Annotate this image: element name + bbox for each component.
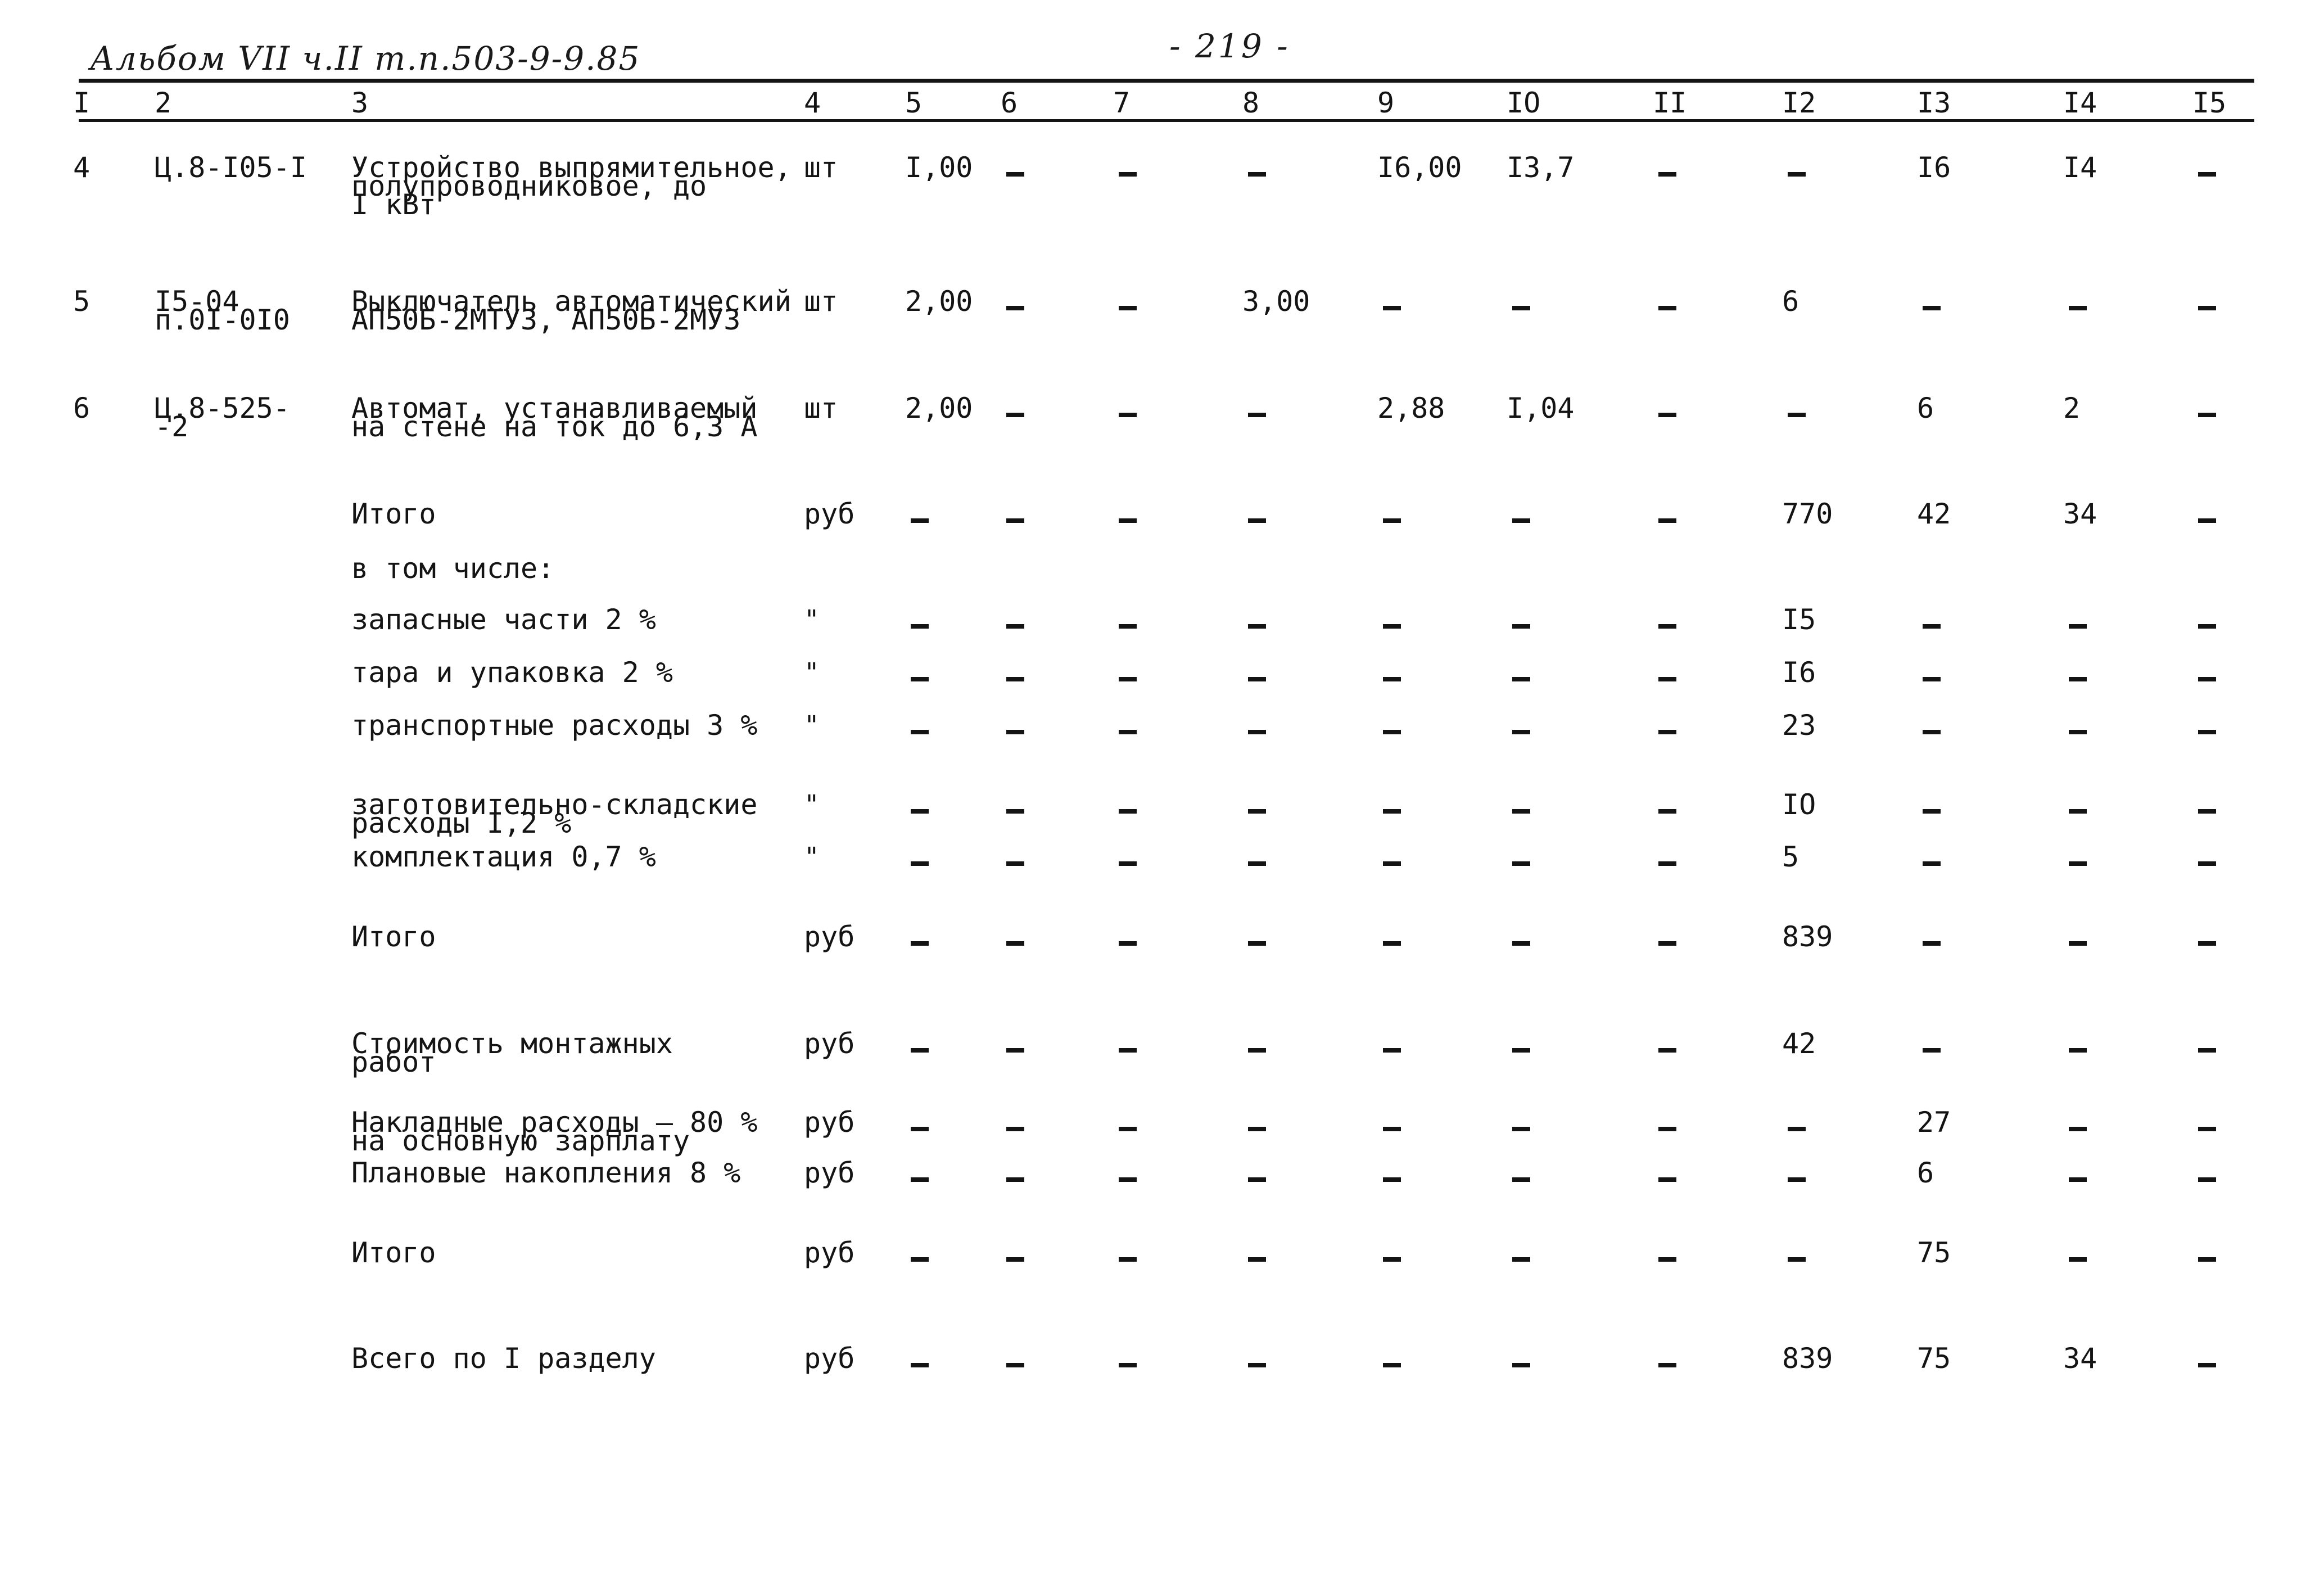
dash-mark <box>911 677 929 681</box>
dash-mark <box>1006 1048 1024 1053</box>
dash-mark <box>1512 1363 1530 1367</box>
unit: руб <box>804 1027 855 1060</box>
value-cell: I6 <box>1782 656 1816 689</box>
dash-mark <box>1512 1177 1530 1182</box>
dash-mark <box>1119 1048 1137 1053</box>
dash-mark <box>1006 1257 1024 1262</box>
row-number: 4 <box>73 151 91 184</box>
value-cell: I5 <box>1782 603 1816 636</box>
column-number: 9 <box>1377 87 1395 119</box>
dash-mark <box>1658 413 1676 417</box>
value-cell: 839 <box>1782 920 1833 953</box>
column-number: 7 <box>1113 87 1131 119</box>
dash-mark <box>1788 172 1806 177</box>
unit: шт <box>804 151 838 184</box>
dash-mark <box>911 1048 929 1053</box>
dash-mark <box>911 861 929 866</box>
dash-mark <box>1119 730 1137 734</box>
dash-mark <box>1788 1257 1806 1262</box>
dash-mark <box>911 624 929 629</box>
value-cell: 2,00 <box>905 285 973 318</box>
dash-mark <box>1383 1177 1401 1182</box>
dash-mark <box>1248 413 1266 417</box>
column-number: I2 <box>1782 87 1816 119</box>
dash-mark <box>1923 624 1941 629</box>
item-name: Устройство выпрямительное, полупроводниковое, до I кВт <box>351 151 792 221</box>
dash-mark <box>1006 809 1024 814</box>
dash-mark <box>1788 413 1806 417</box>
item-name: заготовительно-складские расходы I,2 % <box>351 788 758 839</box>
dash-mark <box>1512 1127 1530 1131</box>
dash-mark <box>1923 730 1941 734</box>
row-number: 6 <box>73 392 91 425</box>
dash-mark <box>1006 624 1024 629</box>
item-code: Ц.8-I05-I <box>155 151 307 184</box>
column-number: I <box>73 87 91 119</box>
dash-mark <box>1119 1127 1137 1131</box>
dash-mark <box>1383 730 1401 734</box>
dash-mark <box>1248 1127 1266 1131</box>
dash-mark <box>1119 306 1137 310</box>
value-cell: 23 <box>1782 709 1816 742</box>
dash-mark <box>1788 1177 1806 1182</box>
dash-mark <box>2198 861 2216 866</box>
dash-mark <box>1119 677 1137 681</box>
dash-mark <box>1658 624 1676 629</box>
dash-mark <box>1248 809 1266 814</box>
dash-mark <box>1512 1048 1530 1053</box>
item-name: Итого <box>351 498 436 530</box>
dash-mark <box>1119 861 1137 866</box>
dash-mark <box>1512 677 1530 681</box>
dash-mark <box>1383 518 1401 523</box>
dash-mark <box>2198 172 2216 177</box>
dash-mark <box>2198 809 2216 814</box>
dash-mark <box>1006 413 1024 417</box>
dash-mark <box>1658 1363 1676 1367</box>
dash-mark <box>911 941 929 946</box>
value-cell: 5 <box>1782 841 1799 873</box>
value-cell: 75 <box>1917 1236 1951 1269</box>
dash-mark <box>1658 306 1676 310</box>
value-cell: 34 <box>2063 498 2097 530</box>
dash-mark <box>1248 1257 1266 1262</box>
column-number: I5 <box>2192 87 2227 119</box>
dash-mark <box>1006 1177 1024 1182</box>
dash-mark <box>1658 1177 1676 1182</box>
value-cell: I4 <box>2063 151 2097 184</box>
dash-mark <box>1248 1048 1266 1053</box>
unit: руб <box>804 1106 855 1139</box>
dash-mark <box>1248 941 1266 946</box>
dash-mark <box>911 1177 929 1182</box>
dash-mark <box>1248 518 1266 523</box>
unit: " <box>804 604 820 635</box>
item-name: Итого <box>351 1236 436 1269</box>
dash-mark <box>911 1257 929 1262</box>
dash-mark <box>2069 941 2087 946</box>
dash-mark <box>1383 1257 1401 1262</box>
dash-mark <box>2198 518 2216 523</box>
dash-mark <box>1383 1127 1401 1131</box>
dash-mark <box>1248 1177 1266 1182</box>
dash-mark <box>2069 1048 2087 1053</box>
unit: руб <box>804 498 855 530</box>
dash-mark <box>2069 624 2087 629</box>
value-cell: I,04 <box>1507 392 1575 425</box>
dash-mark <box>2069 677 2087 681</box>
dash-mark <box>1658 730 1676 734</box>
dash-mark <box>1512 941 1530 946</box>
dash-mark <box>1006 861 1024 866</box>
column-number: I4 <box>2063 87 2097 119</box>
dash-mark <box>1658 1127 1676 1131</box>
dash-mark <box>1006 941 1024 946</box>
item-name: Выключатель автоматический АП50Б-2МТУ3, АП50Б-2МУ3 <box>351 285 792 336</box>
dash-mark <box>1512 861 1530 866</box>
top-rule <box>79 79 2254 83</box>
dash-mark <box>1512 809 1530 814</box>
value-cell: 839 <box>1782 1342 1833 1375</box>
dash-mark <box>1383 1363 1401 1367</box>
dash-mark <box>911 518 929 523</box>
dash-mark <box>2069 809 2087 814</box>
unit: " <box>804 842 820 872</box>
value-cell: 42 <box>1917 498 1951 530</box>
unit: шт <box>804 285 838 318</box>
item-name: комплектация 0,7 % <box>351 841 656 873</box>
dash-mark <box>911 1127 929 1131</box>
dash-mark <box>1383 941 1401 946</box>
value-cell: I6 <box>1917 151 1951 184</box>
dash-mark <box>1658 518 1676 523</box>
dash-mark <box>1248 624 1266 629</box>
unit: " <box>804 657 820 688</box>
dash-mark <box>1119 941 1137 946</box>
column-number: 8 <box>1242 87 1260 119</box>
dash-mark <box>2069 1177 2087 1182</box>
item-name: Всего по I разделу <box>351 1342 656 1375</box>
dash-mark <box>911 730 929 734</box>
column-number: II <box>1653 87 1687 119</box>
value-cell: 3,00 <box>1242 285 1310 318</box>
dash-mark <box>2198 413 2216 417</box>
item-name: транспортные расходы 3 % <box>351 709 758 742</box>
dash-mark <box>1006 1127 1024 1131</box>
dash-mark <box>911 809 929 814</box>
column-number: 5 <box>905 87 923 119</box>
dash-mark <box>911 1363 929 1367</box>
dash-mark <box>1923 677 1941 681</box>
dash-mark <box>1923 941 1941 946</box>
dash-mark <box>1383 624 1401 629</box>
item-name: запасные части 2 % <box>351 603 656 636</box>
dash-mark <box>1119 624 1137 629</box>
dash-mark <box>1119 413 1137 417</box>
dash-mark <box>1383 809 1401 814</box>
dash-mark <box>2198 1257 2216 1262</box>
column-number: I3 <box>1917 87 1951 119</box>
dash-mark <box>1006 172 1024 177</box>
unit: руб <box>804 920 855 953</box>
dash-mark <box>1923 306 1941 310</box>
column-number: 3 <box>351 87 369 119</box>
page-number: - 219 - <box>1169 27 1290 65</box>
dash-mark <box>2198 624 2216 629</box>
value-cell: IO <box>1782 788 1816 821</box>
album-reference: Альбом VII ч.II т.п.503-9-9.85 <box>90 39 641 78</box>
dash-mark <box>1119 1363 1137 1367</box>
dash-mark <box>1119 1177 1137 1182</box>
dash-mark <box>1658 809 1676 814</box>
item-name: Стоимость монтажных работ <box>351 1027 673 1078</box>
unit: руб <box>804 1157 855 1189</box>
value-cell: 6 <box>1917 1157 1934 1189</box>
dash-mark <box>1383 1048 1401 1053</box>
dash-mark <box>1923 861 1941 866</box>
value-cell: I,00 <box>905 151 973 184</box>
item-code: Ц.8-525- -2 <box>155 392 290 443</box>
dash-mark <box>1006 730 1024 734</box>
item-name: тара и упаковка 2 % <box>351 656 673 689</box>
dash-mark <box>1658 1257 1676 1262</box>
dash-mark <box>1383 306 1401 310</box>
dash-mark <box>2198 1127 2216 1131</box>
dash-mark <box>1006 677 1024 681</box>
dash-mark <box>2198 677 2216 681</box>
value-cell: 2,88 <box>1377 392 1445 425</box>
dash-mark <box>1658 861 1676 866</box>
dash-mark <box>2198 1177 2216 1182</box>
value-cell: 27 <box>1917 1106 1951 1139</box>
dash-mark <box>1658 1048 1676 1053</box>
dash-mark <box>1248 861 1266 866</box>
dash-mark <box>1383 861 1401 866</box>
value-cell: I6,00 <box>1377 151 1462 184</box>
dash-mark <box>2069 730 2087 734</box>
dash-mark <box>1248 730 1266 734</box>
item-code: I5-04 п.0I-0I0 <box>155 285 290 336</box>
column-number: 6 <box>1001 87 1018 119</box>
dash-mark <box>1119 809 1137 814</box>
item-name: Автомат, устанавливаемый на стене на ток до 6,3 А <box>351 392 758 443</box>
unit: руб <box>804 1342 855 1375</box>
dash-mark <box>2198 941 2216 946</box>
value-cell: 42 <box>1782 1027 1816 1060</box>
dash-mark <box>2198 1048 2216 1053</box>
dash-mark <box>1658 677 1676 681</box>
row-number: 5 <box>73 285 91 318</box>
unit: " <box>804 710 820 740</box>
dash-mark <box>1512 1257 1530 1262</box>
dash-mark <box>1923 809 1941 814</box>
dash-mark <box>1006 518 1024 523</box>
header-rule <box>79 119 2254 122</box>
item-name: в том числе: <box>351 552 555 585</box>
unit: руб <box>804 1236 855 1269</box>
dash-mark <box>2198 306 2216 310</box>
dash-mark <box>2069 306 2087 310</box>
item-name: Накладные расходы – 80 % на основную зарплату <box>351 1106 758 1157</box>
dash-mark <box>2069 1127 2087 1131</box>
value-cell: 75 <box>1917 1342 1951 1375</box>
unit: " <box>804 789 820 820</box>
item-name: Плановые накопления 8 % <box>351 1157 741 1189</box>
dash-mark <box>2069 1257 2087 1262</box>
dash-mark <box>1006 306 1024 310</box>
dash-mark <box>2198 1363 2216 1367</box>
dash-mark <box>1383 677 1401 681</box>
dash-mark <box>1248 1363 1266 1367</box>
dash-mark <box>1248 677 1266 681</box>
dash-mark <box>1788 1127 1806 1131</box>
value-cell: 6 <box>1782 285 1799 318</box>
value-cell: 2 <box>2063 392 2081 425</box>
dash-mark <box>1658 941 1676 946</box>
item-name: Итого <box>351 920 436 953</box>
dash-mark <box>1512 306 1530 310</box>
value-cell: I3,7 <box>1507 151 1575 184</box>
dash-mark <box>1119 518 1137 523</box>
dash-mark <box>1923 1048 1941 1053</box>
dash-mark <box>1512 518 1530 523</box>
value-cell: 770 <box>1782 498 1833 530</box>
dash-mark <box>1658 172 1676 177</box>
dash-mark <box>1248 172 1266 177</box>
dash-mark <box>1512 730 1530 734</box>
unit: шт <box>804 392 838 425</box>
column-number: IO <box>1507 87 1541 119</box>
value-cell: 2,00 <box>905 392 973 425</box>
dash-mark <box>1119 172 1137 177</box>
dash-mark <box>2069 861 2087 866</box>
column-number: 2 <box>155 87 172 119</box>
dash-mark <box>2198 730 2216 734</box>
dash-mark <box>1512 624 1530 629</box>
dash-mark <box>1119 1257 1137 1262</box>
value-cell: 6 <box>1917 392 1934 425</box>
column-number: 4 <box>804 87 821 119</box>
dash-mark <box>1006 1363 1024 1367</box>
value-cell: 34 <box>2063 1342 2097 1375</box>
